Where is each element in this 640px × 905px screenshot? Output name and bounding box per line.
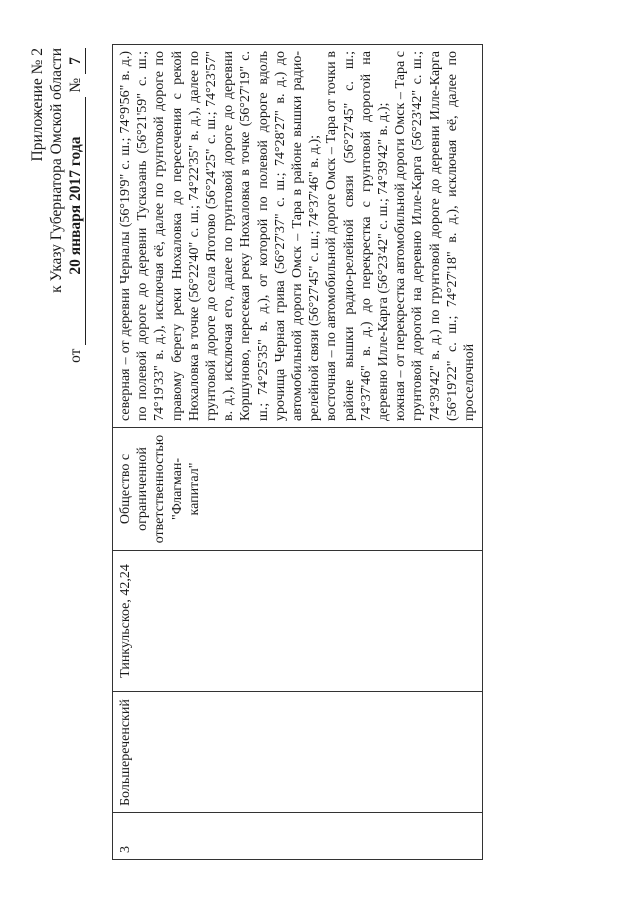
hunting-ground-cell: Тинкульское, 42,24 <box>113 551 483 692</box>
boundaries-table <box>112 44 483 860</box>
date-underline-left <box>66 275 86 345</box>
table-row <box>113 45 483 860</box>
boundary-south: южная – от перекрестка автомобильной дороги Омск – Тара с грунтовой дорогой на деревню Илле-Карга (56°23'42" с. ш.; 74°39'42" в. д.) по грунтовой дороге до деревни Илле-Карга (56°19'22" с. ш.; 74°27'18" в. д.), исключая её, далее по проселочной <box>393 51 478 421</box>
boundary-north: северная – от деревни Черналы (56°19'9" с. ш.; 74°9'56" в. д.) по полевой дороге до деревни Тускаэань (56°21'59" с. ш.; 74°19'33" в. д.), исключая её, далее по грунтовой дороге по правому берегу реки Нюхаловка до пересечения с рекой Нюхаловка в точке (56°22'40" с. ш.; 74°22'35" в. д.), далее по грунтовой дороге до села Яготово (56°24'25" с. ш.; 74°23'57" в. д.), исключая его, далее по грунтовой дороге до деревни Коршуново, пересекая реку Нюхаловка в точке (56°27'19" с. ш.; 74°25'35" в. д.), от которой по полевой дороге вдоль урочища Черная грива (56°27'37" с. ш.; 74°28'27" в. д.) до автомобильной дороги Омск – Тара в районе вышки радио-релейной связи (56°27'45" с. ш.; 74°37'46" в. д.); <box>118 51 323 421</box>
district-cell: Большереченский <box>113 692 483 813</box>
decree-number: 7 <box>66 48 86 74</box>
appendix-label: Приложение № 2 <box>29 48 46 162</box>
rotated-page <box>20 32 620 872</box>
date-prefix: от <box>67 348 84 363</box>
date-underline-right <box>66 97 86 137</box>
boundary-east: восточная – по автомобильной дороге Омск – Тара от точки в районе вышки радио-релейной связи (56°27'45" с. ш.; 74°37'46" в. д.) до перекрестка с грунтовой дорогой на деревню Илле-Карга (56°23'42" с. ш.; 74°39'42" в. д.); <box>324 51 392 421</box>
document-header <box>28 48 86 363</box>
number-prefix: № <box>67 77 84 93</box>
organization-cell: Общество с ограниченной ответственностью "Флагман-капитал" <box>113 428 483 551</box>
decree-date: 20 января 2017 года <box>67 136 84 275</box>
row-number: 3 <box>113 813 483 860</box>
decree-date-line <box>66 48 86 363</box>
boundaries-cell <box>113 45 483 428</box>
decree-label: к Указу Губернатора Омской области <box>48 48 65 293</box>
